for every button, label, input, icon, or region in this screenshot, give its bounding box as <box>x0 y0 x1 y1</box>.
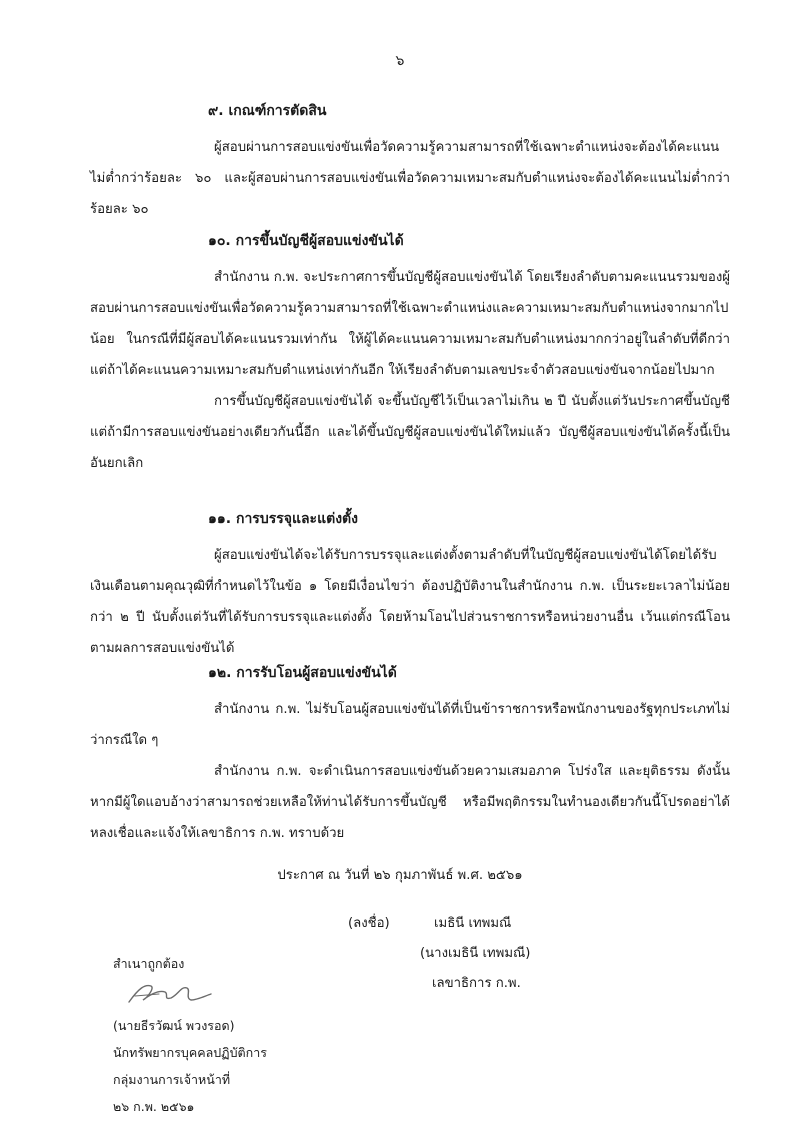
section-9 <box>90 100 730 225</box>
signed-label: (ลงชื่อ) <box>348 916 390 931</box>
certified-copy-unit: กลุ่มงานการเจ้าหน้าที่ <box>113 1072 231 1087</box>
certified-copy-name: (นายธีรวัฒน์ พวงรอด) <box>113 1018 235 1033</box>
section-heading: ๑๒. การรับโอนผู้สอบแข่งขันได้ <box>208 665 397 681</box>
signatory-full-name: (นางเมธินี เทพมณี) <box>420 946 531 961</box>
signatory-position: เลขาธิการ ก.พ. <box>432 976 521 991</box>
section-heading: ๙. เกณฑ์การตัดสิน <box>208 103 327 119</box>
section-11 <box>90 508 730 664</box>
certified-copy-position: นักทรัพยากรบุคคลปฏิบัติการ <box>113 1045 267 1060</box>
handwritten-signature <box>125 978 215 1008</box>
page-number: ๖ <box>395 53 405 69</box>
section-paragraph: ผู้สอบผ่านการสอบแข่งขันเพื่อวัดความรู้ความสามารถที่ใช้เฉพาะตำแหน่งจะต้องได้คะแนนไม่ต่ำกว่าร้อยละ ๖๐ และผู้สอบผ่านการสอบแข่งขันเพื่อวัดความเหมาะสมกับตำแหน่งจะต้องได้คะแนนไม่ต่ำกว่าร้อยละ ๖๐ <box>90 140 730 217</box>
section-10 <box>90 230 730 479</box>
certified-copy-date: ๒๖ ก.พ. ๒๕๖๑ <box>113 1099 195 1114</box>
section-paragraph: สำนักงาน ก.พ. ไม่รับโอนผู้สอบแข่งขันได้ที่เป็นข้าราชการหรือพนักงานของรัฐทุกประเภทไม่ว่ากรณีใด ๆ <box>90 702 730 748</box>
section-heading: ๑๑. การบรรจุและแต่งตั้ง <box>208 511 358 527</box>
certified-copy-label: สำเนาถูกต้อง <box>113 956 185 971</box>
closing-section <box>90 756 730 849</box>
closing-paragraph: สำนักงาน ก.พ. จะดำเนินการสอบแข่งขันด้วยความเสมอภาค โปร่งใส และยุติธรรม ดังนั้นหากมีผู้ใดแอบอ้างว่าสามารถช่วยเหลือให้ท่านได้รับการขึ้นบัญชี หรือมีพฤติกรรมในทำนองเดียวกันนี้โปรดอย่าได้หลงเชื่อและแจ้งให้เลขาธิการ ก.พ. ทราบด้วย <box>90 764 730 841</box>
section-12 <box>90 662 730 756</box>
section-paragraph: การขึ้นบัญชีผู้สอบแข่งขันได้ จะขึ้นบัญชีไว้เป็นเวลาไม่เกิน ๒ ปี นับตั้งแต่วันประกาศขึ้นบัญชี แต่ถ้ามีการสอบแข่งขันอย่างเดียวกันนี้อีก และได้ขึ้นบัญชีผู้สอบแข่งขันได้ใหม่แล้ว บัญชีผู้สอบแข่งขันได้ครั้งนี้เป็นอันยกเลิก <box>90 394 730 471</box>
announcement-date: ประกาศ ณ วันที่ ๒๖ กุมภาพันธ์ พ.ศ. ๒๕๖๑ <box>277 868 523 883</box>
signed-name: เมธินี เทพมณี <box>434 916 512 931</box>
section-paragraph: ผู้สอบแข่งขันได้จะได้รับการบรรจุและแต่งตั้งตามลำดับที่ในบัญชีผู้สอบแข่งขันได้โดยได้รับเงินเดือนตามคุณวุฒิที่กำหนดไว้ในข้อ ๑ โดยมีเงื่อนไขว่า ต้องปฏิบัติงานในสำนักงาน ก.พ. เป็นระยะเวลาไม่น้อยกว่า ๒ ปี นับตั้งแต่วันที่ได้รับการบรรจุและแต่งตั้ง โดยห้ามโอนไปส่วนราชการหรือหน่วยงานอื่น เว้นแต่กรณีโอนตามผลการสอบแข่งขันได้ <box>90 548 730 656</box>
section-heading: ๑๐. การขึ้นบัญชีผู้สอบแข่งขันได้ <box>208 233 404 249</box>
section-paragraph: สำนักงาน ก.พ. จะประกาศการขึ้นบัญชีผู้สอบแข่งขันได้ โดยเรียงลำดับตามคะแนนรวมของผู้สอบผ่านการสอบแข่งขันเพื่อวัดความรู้ความสามารถที่ใช้เฉพาะตำแหน่งและความเหมาะสมกับตำแหน่งจากมากไปน้อย ในกรณีที่มีผู้สอบได้คะแนนรวมเท่ากัน ให้ผู้ได้คะแนนความเหมาะสมกับตำแหน่งมากกว่าอยู่ในลำดับที่ดีกว่า แต่ถ้าได้คะแนนความเหมาะสมกับตำแหน่งเท่ากันอีก ให้เรียงลำดับตามเลขประจำตัวสอบแข่งขันจากน้อยไปมาก <box>90 270 730 378</box>
